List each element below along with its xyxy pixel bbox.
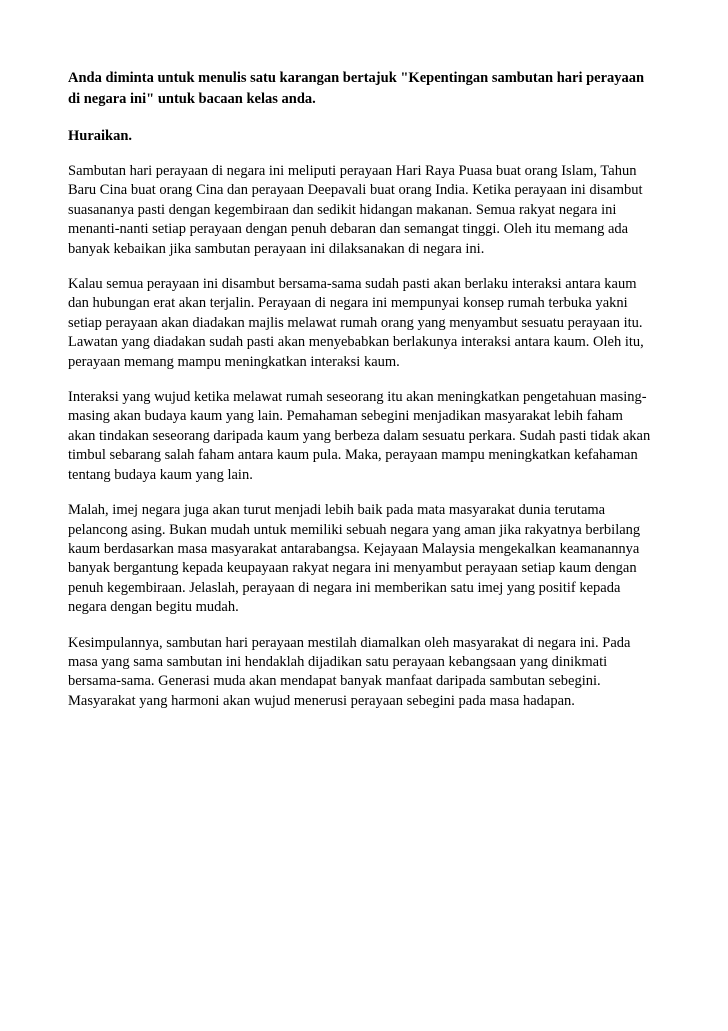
paragraph-conclusion: Kesimpulannya, sambutan hari perayaan mestilah diamalkan oleh masyarakat di negara ini. Pada masa yang sama sambutan ini hendaklah dijadikan satu perayaan kebangsaan yang dinikmati bersama-sama. Generasi muda akan mendapat banyak manfaat daripada sambutan sebegini. Masyarakat yang harmoni akan wujud menerusi perayaan sebegini pada masa hadapan. bbox=[68, 634, 631, 709]
essay-instruction: Huraikan. bbox=[68, 128, 133, 144]
essay-question: Anda diminta untuk menulis satu karangan bertajuk "Kepentingan sambutan hari perayaan di negara ini" untuk bacaan kelas anda. bbox=[68, 70, 645, 107]
paragraph-interaction: Kalau semua perayaan ini disambut bersama-sama sudah pasti akan berlaku interaksi antara kaum dan hubungan erat akan terjalin. Perayaan di negara ini mempunyai konsep rumah terbuka yakni setiap perayaan akan diadakan majlis melawat rumah orang yang menyambut sesuatu perayaan itu. Lawatan yang diadakan sudah pasti akan menyebabkan berlakunya interaksi antara kaum. Oleh itu, perayaan memang mampu meningkatkan interaksi kaum. bbox=[68, 276, 644, 370]
paragraph-introduction: Sambutan hari perayaan di negara ini meliputi perayaan Hari Raya Puasa buat orang Islam, Tahun Baru Cina buat orang Cina dan perayaan Deepavali buat orang India. Ketika perayaan ini disambut suasananya pasti dengan kegembiraan dan sedikit hidangan makanan. Semua rakyat negara ini menanti-nanti setiap perayaan dengan penuh debaran dan semangat tinggi. Oleh itu memang ada banyak kebaikan jika sambutan perayaan ini dilaksanakan di negara ini. bbox=[68, 163, 643, 257]
document-page bbox=[68, 68, 668, 727]
paragraph-understanding: Interaksi yang wujud ketika melawat rumah seseorang itu akan meningkatkan pengetahuan masing- masing akan budaya kaum yang lain. Pemahaman sebegini menjadikan masyarakat lebih faham akan tindakan seseorang daripada kaum yang berbeza dalam sesuatu perkara. Sudah pasti tidak akan timbul sebarang salah faham antara kaum pula. Maka, perayaan mampu meningkatkan kefahaman tentang budaya kaum yang lain. bbox=[68, 389, 651, 483]
paragraph-national-image: Malah, imej negara juga akan turut menjadi lebih baik pada mata masyarakat dunia terutama pelancong asing. Bukan mudah untuk memiliki sebuah negara yang aman jika rakyatnya berbilang kaum berdasarkan masa masyarakat antarabangsa. Kejayaan Malaysia mengekalkan keamanannya banyak bergantung kepada keupayaan rakyat negara ini menyambut perayaan setiap kaum dengan penuh kegembiraan. Jelaslah, perayaan di negara ini memberikan satu imej yang positif kepada negara dengan begitu mudah. bbox=[68, 502, 641, 616]
